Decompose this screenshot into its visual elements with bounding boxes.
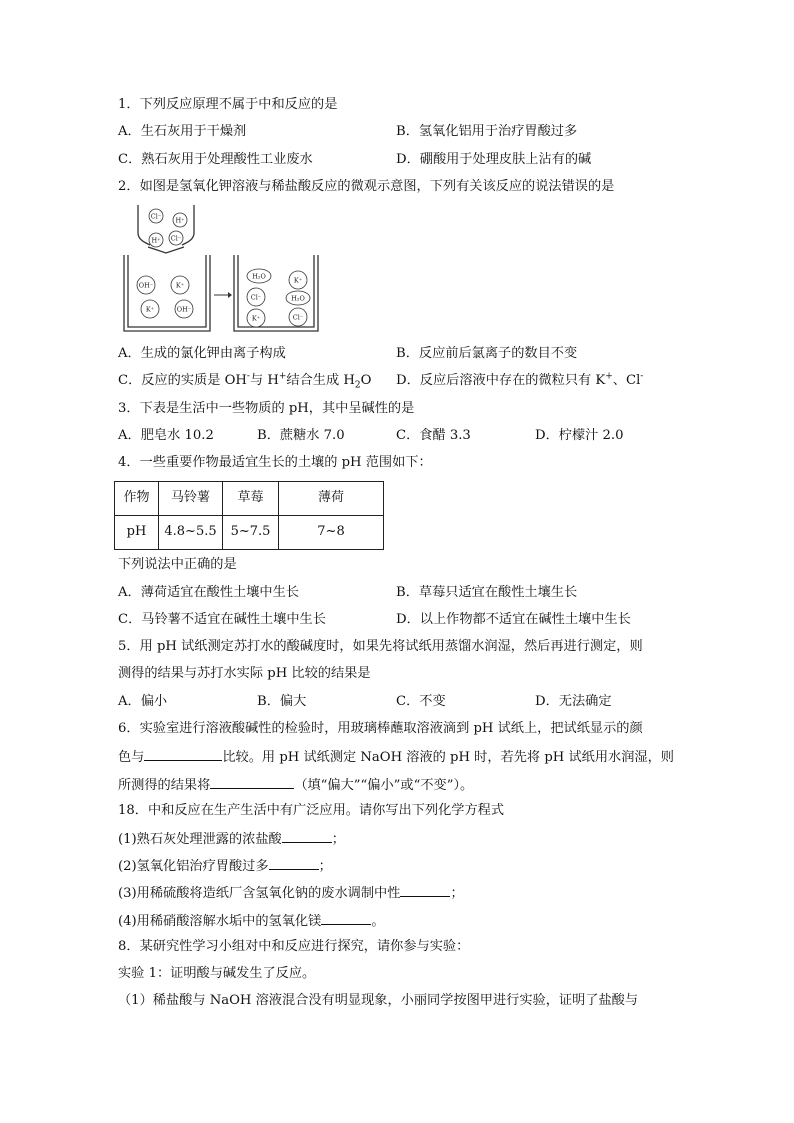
q18-item-3: (3)用稀硫酸将造纸厂含氢氧化钠的废水调制中性 ； bbox=[118, 886, 464, 901]
q5-line-2: 测得的结果与苏打水实际 pH 比较的结果是 bbox=[118, 666, 371, 681]
table-cell: 草莓 bbox=[223, 482, 279, 516]
left-ion: OH⁻ bbox=[176, 305, 192, 314]
q3-option-d: D．柠檬汁 2.0 bbox=[535, 428, 624, 443]
q5-option-c: C．不变 bbox=[396, 694, 446, 709]
answer-blank[interactable] bbox=[210, 776, 294, 789]
q3-option-a: A．肥皂水 10.2 bbox=[118, 428, 214, 443]
q6-line-1: 6．实验室进行溶液酸碱性的检验时，用玻璃棒蘸取溶液滴到 pH 试纸上，把试纸显示的颜 bbox=[118, 721, 643, 736]
table-cell: 薄荷 bbox=[279, 482, 384, 516]
left-ion: K⁺ bbox=[145, 305, 155, 314]
table-cell: pH bbox=[115, 516, 159, 550]
right-particle: H₂O bbox=[252, 272, 266, 281]
q1-option-d: D．硼酸用于处理皮肤上沾有的碱 bbox=[396, 152, 592, 167]
right-particle: K⁺ bbox=[251, 314, 261, 323]
right-particle: Cl⁻ bbox=[292, 313, 304, 322]
q8-experiment-1: 实验 1：证明酸与碱发生了反应。 bbox=[118, 966, 316, 981]
q18-item-2: (2)氢氧化铝治疗胃酸过多 ； bbox=[118, 859, 332, 874]
q8-stem: 8．某研究性学习小组对中和反应进行探究，请你参与实验： bbox=[118, 939, 470, 954]
table-cell: 马铃薯 bbox=[159, 482, 223, 516]
q1-option-c: C．熟石灰用于处理酸性工业废水 bbox=[118, 152, 313, 167]
q3-stem: 3．下表是生活中一些物质的 pH，其中呈碱性的是 bbox=[118, 401, 415, 416]
answer-blank[interactable] bbox=[269, 857, 319, 870]
q6-line-3: 所测得的结果将 （填“偏大”“偏小”或“不变”）。 bbox=[118, 778, 474, 793]
q5-option-a: A．偏小 bbox=[118, 694, 168, 709]
q2-option-d: D．反应后溶液中存在的微粒只有 K+、Cl- bbox=[396, 371, 644, 388]
q6-line-2: 色与 比较。用 pH 试纸测定 NaOH 溶液的 pH 时，若先将 pH 试纸用水润湿，则 bbox=[118, 750, 674, 765]
table-cell: 7~8 bbox=[279, 516, 384, 550]
q5-option-d: D．无法确定 bbox=[535, 694, 612, 709]
q2-option-b: B．反应前后氯离子的数目不变 bbox=[396, 346, 578, 361]
q1-option-a: A．生石灰用于干燥剂 bbox=[118, 124, 247, 139]
q2-option-a: A．生成的氯化钾由离子构成 bbox=[118, 346, 286, 361]
reaction-diagram bbox=[118, 203, 328, 335]
left-ion: OH⁻ bbox=[138, 281, 154, 290]
drop-ion: H⁺ bbox=[151, 236, 161, 245]
drop-ion: H⁺ bbox=[175, 216, 185, 225]
right-particle: H₂O bbox=[291, 294, 305, 303]
q4-stem: 4．一些重要作物最适宜生长的土壤的 pH 范围如下： bbox=[118, 455, 432, 470]
drop-ion: Cl⁻ bbox=[150, 212, 162, 221]
table-row bbox=[115, 516, 384, 550]
q5-line-1: 5．用 pH 试纸测定苏打水的酸碱度时，如果先将试纸用蒸馏水润湿，然后再进行测定，则 bbox=[118, 639, 643, 654]
ph-table bbox=[114, 481, 384, 550]
q18-item-1: (1)熟石灰处理泄露的浓盐酸 ； bbox=[118, 832, 345, 847]
q2-option-c: C．反应的实质是 OH-与 H+结合生成 $H_2O$ bbox=[118, 371, 372, 391]
q18-item-4: (4)用稀硝酸溶解水垢中的氢氧化镁 。 bbox=[118, 914, 385, 929]
q2-stem: 2．如图是氢氧化钾溶液与稀盐酸反应的微观示意图，下列有关该反应的说法错误的是 bbox=[118, 179, 615, 194]
q4-option-b: B．草莓只适宜在酸性土壤生长 bbox=[396, 585, 578, 600]
answer-blank[interactable] bbox=[144, 748, 222, 761]
answer-blank[interactable] bbox=[321, 912, 371, 925]
answer-blank[interactable] bbox=[400, 884, 450, 897]
q5-option-b: B．偏大 bbox=[257, 694, 307, 709]
table-cell: 作物 bbox=[115, 482, 159, 516]
q4-option-c: C．马铃薯不适宜在碱性土壤中生长 bbox=[118, 612, 326, 627]
q4-option-d: D．以上作物都不适宜在碱性土壤中生长 bbox=[396, 612, 631, 627]
q8-sub-question-1: （1）稀盐酸与 NaOH 溶液混合没有明显现象，小丽同学按图甲进行实验，证明了盐酸与 bbox=[118, 993, 639, 1008]
drop-ion: Cl⁻ bbox=[170, 234, 182, 243]
q3-option-c: C．食醋 3.3 bbox=[396, 428, 471, 443]
q3-option-b: B．蔗糖水 7.0 bbox=[257, 428, 345, 443]
q18-stem: 18．中和反应在生产生活中有广泛应用。请你写出下列化学方程式 bbox=[118, 803, 505, 818]
left-ion: K⁺ bbox=[175, 281, 185, 290]
q1-stem: 1．下列反应原理不属于中和反应的是 bbox=[118, 97, 338, 112]
right-particle: K⁺ bbox=[293, 276, 303, 285]
table-cell: 4.8~5.5 bbox=[159, 516, 223, 550]
q1-option-b: B．氢氧化铝用于治疗胃酸过多 bbox=[396, 124, 578, 139]
q4-option-a: A．薄荷适宜在酸性土壤中生长 bbox=[118, 585, 299, 600]
right-particle: Cl⁻ bbox=[250, 293, 262, 302]
table-header-row bbox=[115, 482, 384, 516]
table-cell: 5~7.5 bbox=[223, 516, 279, 550]
answer-blank[interactable] bbox=[282, 830, 332, 843]
q4-prompt: 下列说法中正确的是 bbox=[118, 557, 237, 572]
